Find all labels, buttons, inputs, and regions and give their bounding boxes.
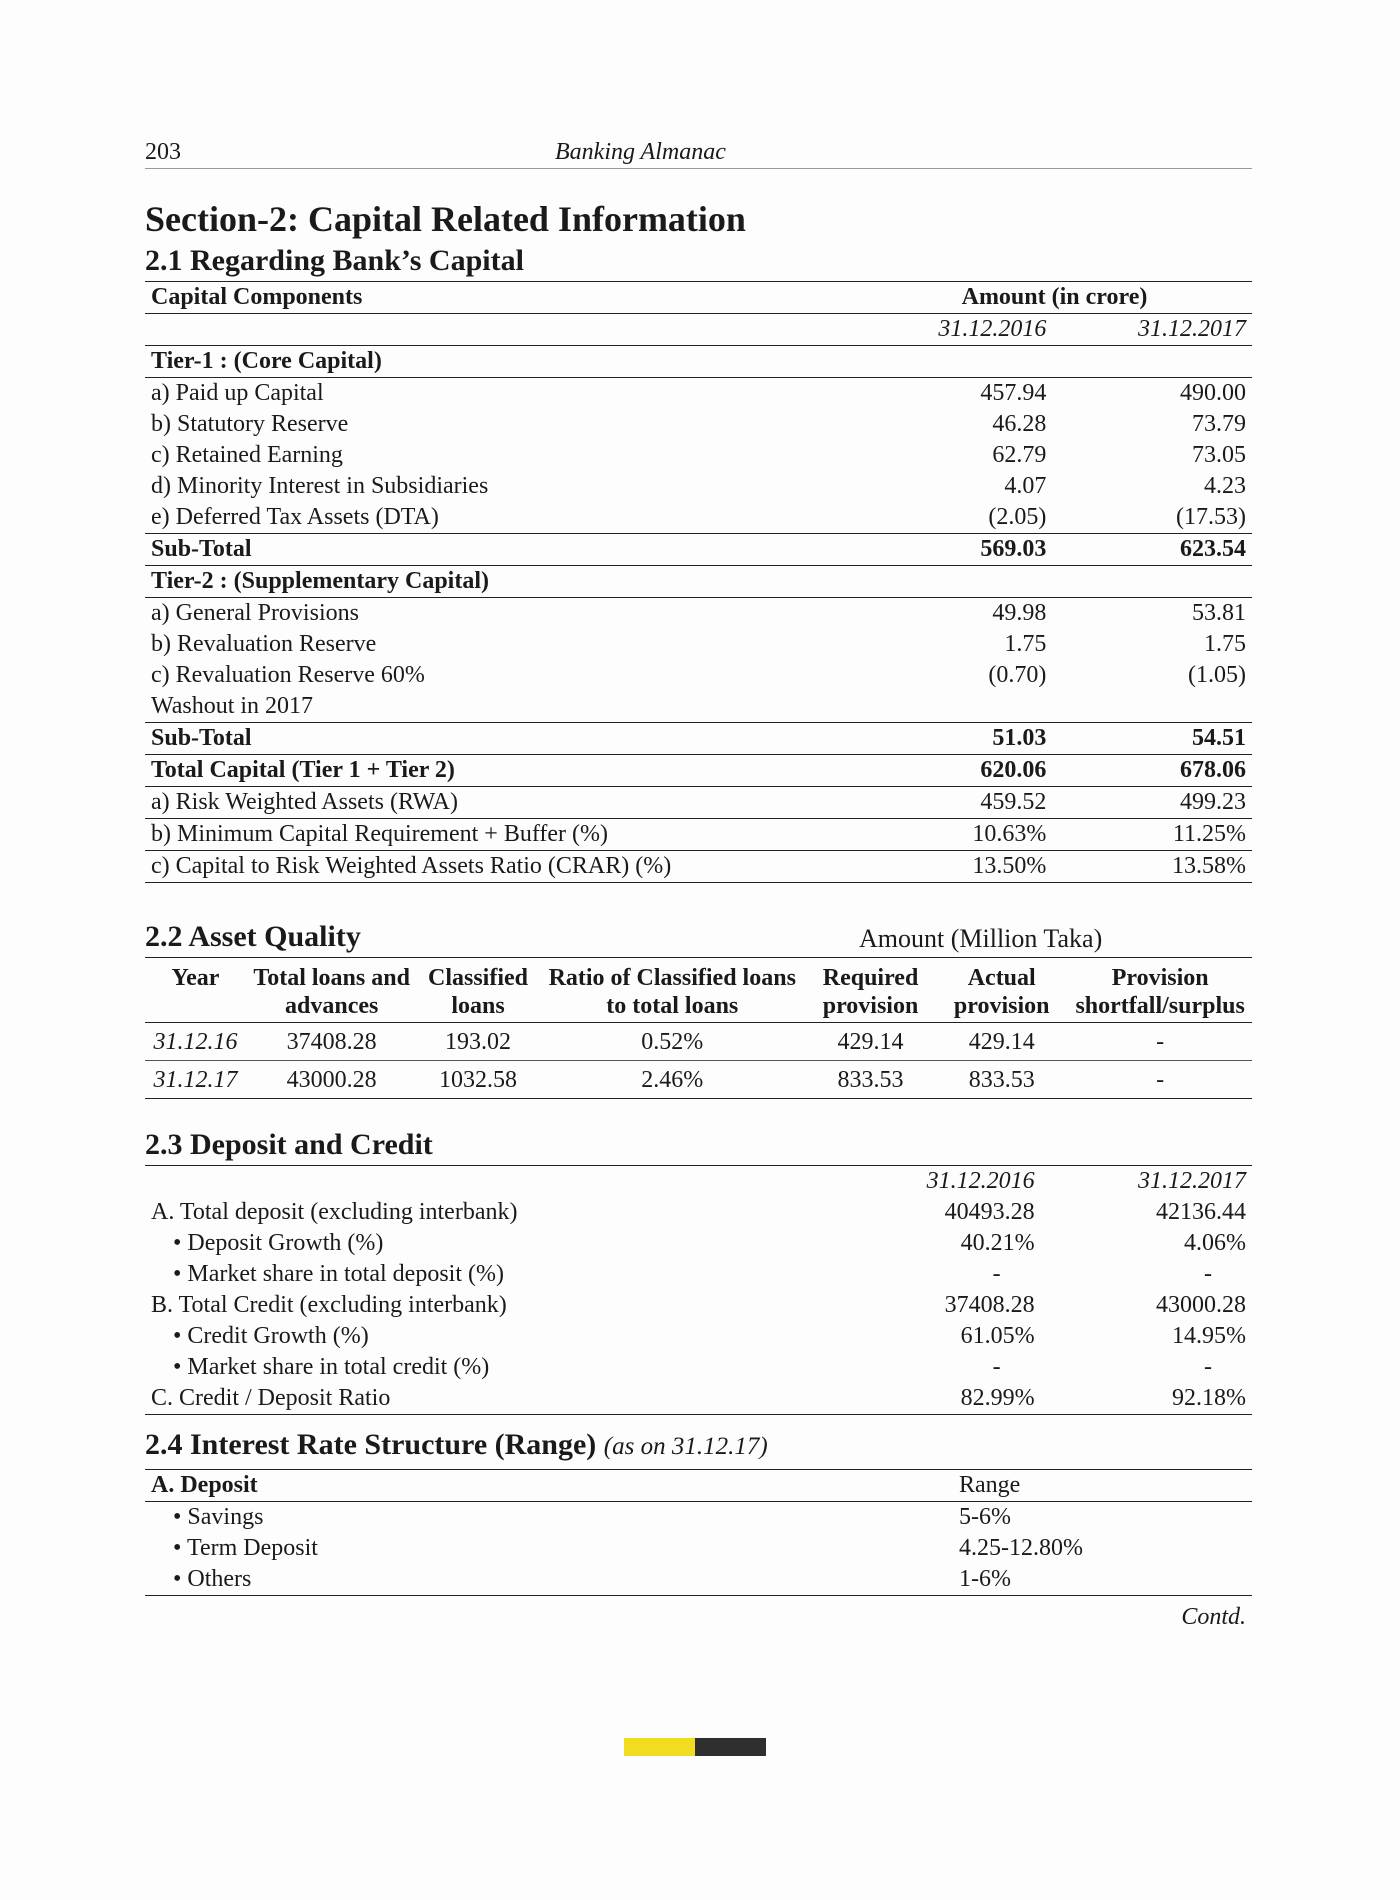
column-header: Classified loans <box>427 965 528 1019</box>
tier2-label: Tier-2 : (Supplementary Capital) <box>151 568 489 594</box>
table-row: • Credit Growth (%) 61.05% 14.95% <box>173 1323 1246 1349</box>
table-row: a) General Provisions 49.98 53.81 <box>151 600 1246 626</box>
page <box>145 130 1252 1631</box>
deposit-credit-table <box>145 1165 1252 1415</box>
table-row: A. Total deposit (excluding interbank) 40493.28 42136.44 <box>151 1199 1246 1225</box>
footer-color-bar <box>624 1738 766 1756</box>
washout-note: Washout in 2017 <box>151 693 314 719</box>
table-row: a) Risk Weighted Assets (RWA) 459.52 499.23 <box>145 787 1252 819</box>
col-deposit: A. Deposit <box>151 1472 258 1498</box>
col-date-2016: 31.12.2016 <box>938 316 1047 342</box>
capital-table <box>145 281 1252 883</box>
table-row: • Market share in total credit (%) - - <box>173 1354 1212 1380</box>
running-title: Banking Almanac <box>555 139 726 165</box>
asset-quality-heading <box>145 917 1252 957</box>
interest-rate-note: (as on 31.12.17) <box>603 1433 768 1460</box>
table-row: • Market share in total deposit (%) - - <box>173 1261 1212 1287</box>
table-row: a) Paid up Capital 457.94 490.00 <box>151 380 1246 406</box>
tier2-subtotal-row: Sub-Total 51.03 54.51 <box>145 723 1252 755</box>
tier1-label: Tier-1 : (Core Capital) <box>151 348 382 374</box>
interest-rate-table <box>145 1469 1252 1596</box>
column-header: Provision shortfall/surplus <box>1075 965 1245 1019</box>
table-row: c) Capital to Risk Weighted Assets Ratio (CRAR) (%) 13.50% 13.58% <box>145 851 1252 883</box>
col-date-2017: 31.12.2017 <box>1138 1168 1246 1194</box>
table-row: • Term Deposit 4.25-12.80% <box>173 1535 1083 1561</box>
col-range: Range <box>959 1472 1021 1498</box>
table-row: B. Total Credit (excluding interbank) 37408.28 43000.28 <box>151 1292 1246 1318</box>
col-date-2016: 31.12.2016 <box>926 1168 1035 1194</box>
table-row: • Others 1-6% <box>145 1564 1252 1596</box>
col-amount: Amount (in crore) <box>961 284 1148 310</box>
table-row: c) Revaluation Reserve 60% (0.70) (1.05) <box>151 662 1246 688</box>
column-header: Required provision <box>822 965 919 1019</box>
column-header: Actual provision <box>953 965 1050 1019</box>
table-row: C. Credit / Deposit Ratio 82.99% 92.18% <box>145 1383 1252 1415</box>
deposit-credit-title: 2.3 Deposit and Credit <box>145 1128 433 1161</box>
table-row: d) Minority Interest in Subsidiaries 4.07 4.23 <box>151 473 1246 499</box>
contd-label: Contd. <box>1181 1604 1246 1630</box>
col-date-2017: 31.12.2017 <box>1138 316 1246 342</box>
column-header: Total loans and advances <box>253 965 410 1019</box>
table-row: b) Statutory Reserve 46.28 73.79 <box>151 411 1246 437</box>
interest-rate-title: 2.4 Interest Rate Structure (Range) <box>145 1428 597 1461</box>
table-row: b) Minimum Capital Requirement + Buffer (%) 10.63% 11.25% <box>145 819 1252 851</box>
interest-rate-heading <box>145 1423 1252 1469</box>
col-components: Capital Components <box>151 284 363 310</box>
footer-bar-yellow <box>624 1738 695 1756</box>
page-header <box>145 130 1252 169</box>
column-header: Year <box>171 965 220 991</box>
table-row: • Deposit Growth (%) 40.21% 4.06% <box>173 1230 1246 1256</box>
table-row: 31.12.16 37408.28 193.02 0.52% 429.14 429.14 - <box>145 1023 1252 1061</box>
column-header: Ratio of Classified loans to total loans <box>548 965 796 1019</box>
table-header-row <box>145 958 1252 1023</box>
table-row: e) Deferred Tax Assets (DTA) (2.05) (17.53) <box>145 502 1252 534</box>
section-title: Section-2: Capital Related Information <box>145 199 746 239</box>
tier1-subtotal-row: Sub-Total 569.03 623.54 <box>145 534 1252 566</box>
asset-quality-title: 2.2 Asset Quality <box>145 920 361 953</box>
asset-quality-table <box>145 957 1252 1099</box>
footer-bar-dark <box>695 1738 766 1756</box>
total-capital-row: Total Capital (Tier 1 + Tier 2) 620.06 678.06 <box>145 755 1252 787</box>
table-row: c) Retained Earning 62.79 73.05 <box>151 442 1246 468</box>
table-row: b) Revaluation Reserve 1.75 1.75 <box>151 631 1246 657</box>
capital-title: 2.1 Regarding Bank’s Capital <box>145 244 524 277</box>
asset-quality-unit: Amount (Million Taka) <box>859 924 1103 953</box>
table-row: • Savings 5-6% <box>173 1504 1011 1530</box>
table-row: 31.12.17 43000.28 1032.58 2.46% 833.53 833.53 - <box>145 1061 1252 1099</box>
page-number: 203 <box>145 139 181 165</box>
